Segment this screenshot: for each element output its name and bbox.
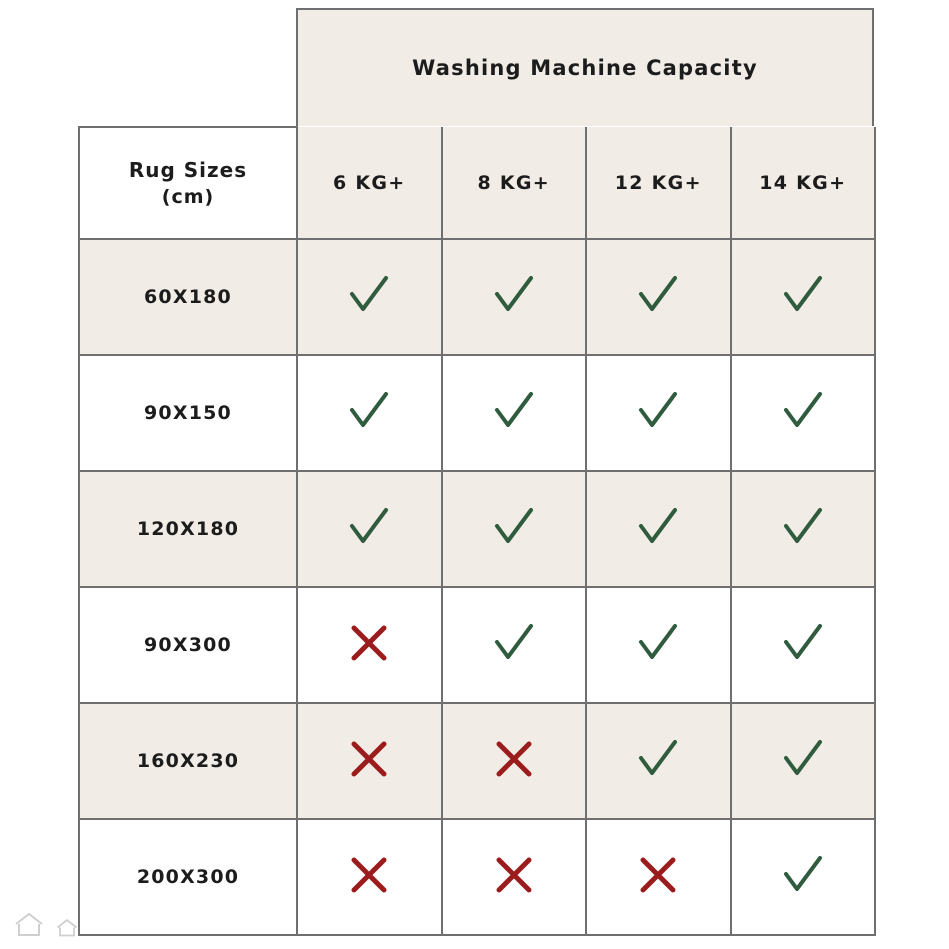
column-header-12kg (586, 127, 731, 239)
column-header-label: 12 KG+ (614, 171, 702, 194)
check-icon (491, 388, 537, 434)
capacity-banner-title: Washing Machine Capacity (412, 56, 758, 80)
check-icon (346, 388, 392, 434)
check-icon (346, 272, 392, 318)
check-icon (780, 852, 826, 898)
cross-icon (494, 739, 534, 779)
rug-size-capacity-table (78, 126, 876, 936)
table-row (79, 703, 875, 819)
column-header-6kg (297, 127, 442, 239)
row-label: 200X300 (79, 819, 297, 935)
check-icon (780, 620, 826, 666)
cross-icon (349, 623, 389, 663)
cross-icon (638, 855, 678, 895)
table-row (79, 819, 875, 935)
check-icon (346, 504, 392, 550)
check-icon (635, 272, 681, 318)
check-icon (780, 388, 826, 434)
cell-5-2 (586, 819, 731, 935)
cell-2-2 (586, 471, 731, 587)
rug-sizes-header-main: Rug Sizes (128, 158, 248, 182)
cell-5-0 (297, 819, 442, 935)
cell-0-3 (731, 239, 876, 355)
check-icon (780, 504, 826, 550)
table-row (79, 587, 875, 703)
row-label: 160X230 (79, 703, 297, 819)
row-label: 120X180 (79, 471, 297, 587)
cell-3-2 (586, 587, 731, 703)
cross-icon (349, 855, 389, 895)
column-header-8kg (442, 127, 587, 239)
cell-2-0 (297, 471, 442, 587)
check-icon (635, 504, 681, 550)
row-label: 60X180 (79, 239, 297, 355)
cell-0-2 (586, 239, 731, 355)
column-header-14kg (731, 127, 876, 239)
cell-4-2 (586, 703, 731, 819)
row-label: 90X150 (79, 355, 297, 471)
table-header-row (79, 127, 875, 239)
check-icon (780, 736, 826, 782)
cell-1-1 (442, 355, 587, 471)
footer-icons (14, 911, 78, 941)
check-icon (635, 736, 681, 782)
house-icon (14, 911, 44, 941)
cell-5-3 (731, 819, 876, 935)
column-header-label: 6 KG+ (332, 171, 406, 194)
row-label: 90X300 (79, 587, 297, 703)
cell-1-0 (297, 355, 442, 471)
house-icon (56, 918, 78, 941)
column-header-label: 14 KG+ (759, 171, 847, 194)
check-icon (635, 620, 681, 666)
rug-sizes-header (79, 127, 297, 239)
cell-2-1 (442, 471, 587, 587)
cell-5-1 (442, 819, 587, 935)
check-icon (491, 272, 537, 318)
column-header-label: 8 KG+ (477, 171, 551, 194)
cell-2-3 (731, 471, 876, 587)
cell-0-1 (442, 239, 587, 355)
cell-4-3 (731, 703, 876, 819)
cell-1-2 (586, 355, 731, 471)
cell-4-0 (297, 703, 442, 819)
table-row (79, 239, 875, 355)
cross-icon (349, 739, 389, 779)
table-row (79, 355, 875, 471)
table-header (79, 127, 875, 239)
table-row (79, 471, 875, 587)
cell-1-3 (731, 355, 876, 471)
cell-3-3 (731, 587, 876, 703)
capacity-banner (296, 8, 874, 126)
table-body (79, 239, 875, 935)
cell-0-0 (297, 239, 442, 355)
rug-sizes-header-unit: (cm) (161, 186, 215, 208)
cell-3-0 (297, 587, 442, 703)
check-icon (491, 504, 537, 550)
check-icon (635, 388, 681, 434)
cross-icon (494, 855, 534, 895)
cell-3-1 (442, 587, 587, 703)
cell-4-1 (442, 703, 587, 819)
check-icon (780, 272, 826, 318)
check-icon (491, 620, 537, 666)
